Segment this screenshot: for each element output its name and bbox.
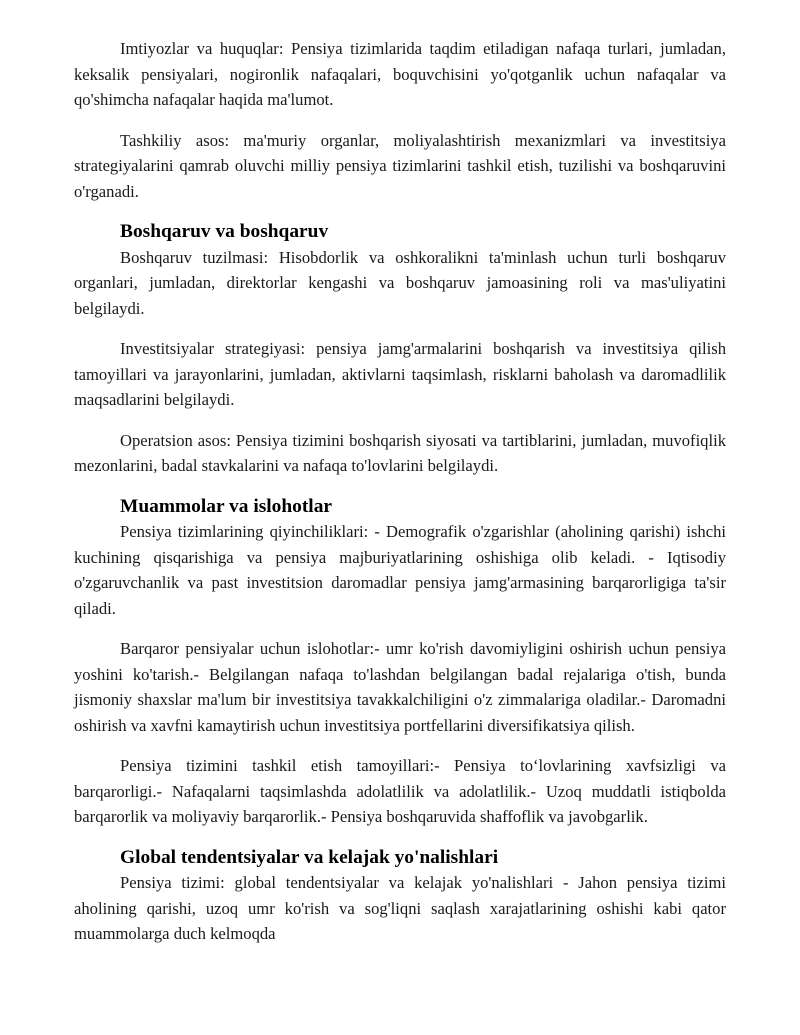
paragraph-investment-strategy: Investitsiyalar strategiyasi: pensiya jamg'armalarini boshqarish va investitsiya qilish tamoyillari va jarayonlarini, jumladan, aktivlarni taqsimlash, risklarni baholash va daromadlilik maqsadlarini belgilaydi. [74, 339, 726, 409]
paragraph-reforms: Barqaror pensiyalar uchun islohotlar:- umr ko'rish davomiyligini oshirish uchun pensiya yoshini ko'tarish.- Belgilangan nafaqa to'lashdan belgilangan badal rejalariga o'tish, bunda jismoniy shaxslar ma'lum bir investitsiya tavakkalchiligini o'z zimmalariga oladilar.- Daromadni oshirish va xavfni kamaytirish uchun investitsiya portfellarini diversifikatsiya qilish. [74, 639, 726, 735]
paragraph-operational-basis: Operatsion asos: Pensiya tizimini boshqarish siyosati va tartiblarini, jumladan, muvofiqlik mezonlarini, badal stavkalarini va nafaqa to'lovlarini belgilaydi. [74, 430, 726, 475]
section-heading-global-trends: Global tendentsiyalar va kelajak yo'nalishlari [120, 846, 499, 868]
paragraph-governance-structure: Boshqaruv tuzilmasi: Hisobdorlik va oshkoralikni ta'minlash uchun turli boshqaruv organlari, jumladan, direktorlar kengashi va boshqaruv jamoasining roli va mas'uliyatini belgilaydi. [74, 247, 726, 318]
section-heading-problems-reforms: Muammolar va islohotlar [120, 495, 333, 517]
paragraph-benefits: Imtiyozlar va huquqlar: Pensiya tizimlarida taqdim etiladigan nafaqa turlari, jumladan, keksalik pensiyalari, nogironlik nafaqalari, boquvchisini yo'qotganlik uchun nafaqalar va qo'shimcha nafaqalar haqida ma'lumot. [74, 39, 726, 109]
document-page [74, 36, 726, 947]
paragraph-organizational-basis: Tashkiliy asos: ma'muriy organlar, moliyalashtirish mexanizmlari va investitsiya strategiyalarini qamrab oluvchi milliy pensiya tizimlarini tashkil etish, tuzilishi va boshqaruvini o'rganadi. [74, 130, 726, 201]
paragraph-principles: Pensiya tizimini tashkil etish tamoyillari:- Pensiya to‘lovlarining xavfsizligi va barqarorligi.- Nafaqalarni taqsimlashda adolatlilik va adolatlilik.- Uzoq muddatli istiqbolda barqarorlik va moliyaviy barqarorlik.- Pensiya boshqaruvida shaffoflik va javobgarlik. [74, 756, 726, 826]
paragraph-global-trends: Pensiya tizimi: global tendentsiyalar va kelajak yo'nalishlari - Jahon pensiya tizimi aholining qarishi, uzoq umr ko'rish va sog'liqni saqlash xarajatlarining oshishi kabi qator muammolarga duch kelmoqda [74, 873, 726, 943]
paragraph-challenges: Pensiya tizimlarining qiyinchiliklari: - Demografik o'zgarishlar (aholining qarishi) ishchi kuchining qisqarishiga va pensiya majburiyatlarining oshishiga olib keladi. - Iqtisodiy o'zgaruvchanlik va past investitsion daromadlar pensiya jamg'armasining barqarorligiga ta'sir qiladi. [74, 522, 726, 618]
section-heading-governance: Boshqaruv va boshqaruv [120, 221, 329, 242]
